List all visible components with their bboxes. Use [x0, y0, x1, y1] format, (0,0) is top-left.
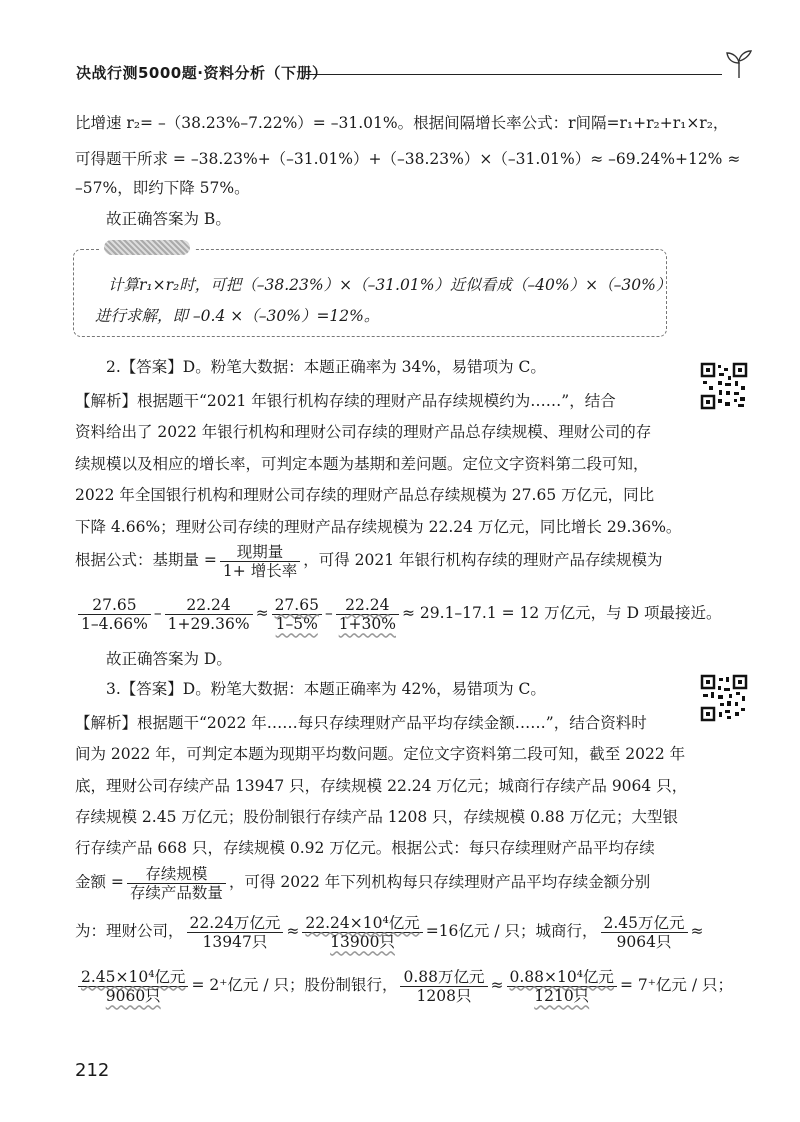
- fraction-numerator: 22.24: [336, 596, 399, 615]
- fraction: [78, 596, 151, 633]
- fraction: [272, 596, 322, 633]
- fraction-numerator: 22.24×10⁴亿元: [302, 914, 422, 933]
- fraction-denominator: 13900只: [330, 932, 395, 951]
- text-line: 【解析】根据题干“2021 年银行机构存续的理财产品存续规模约为……”，结合: [75, 392, 616, 410]
- fraction-denominator: 9060只: [105, 986, 161, 1005]
- calc-line: $\frac{27.65}{1-4.66\%}$ – $\frac{22.24}{1+29.36\%}$ ≈ $\frac{27.65}{1-5\%}$ – $\frac{22.24}{1+30\%}$ ≈ 29.1–17.1 = 12 万亿元，与 D 项最接近。: [75, 592, 721, 634]
- tip-text: 计算r₁×r₂时，可把（–38.23%）×（–31.01%）近似看成（–40%）×（–30%）: [108, 276, 672, 294]
- calc-text: = 7⁺亿元 / 只；: [619, 976, 733, 994]
- fraction-denominator: 1210只: [534, 986, 590, 1005]
- fraction: [127, 865, 226, 902]
- qr-code-icon: [700, 362, 748, 410]
- fraction-denominator: 1208只: [416, 986, 472, 1005]
- text-line: 可得题干所求 = –38.23%+（–31.01%）+（–38.23%）×（–31.01%）≈ –69.24%+12% ≈: [75, 150, 741, 168]
- sprout-icon: [722, 50, 756, 80]
- fraction: [302, 914, 422, 951]
- fraction-numerator: 27.65: [272, 596, 322, 615]
- answer-line: 故正确答案为 D。: [106, 650, 232, 668]
- formula-text: 根据公式：基期量 =: [75, 551, 217, 569]
- text-line: 间为 2022 年，可判定本题为现期平均数问题。定位文字资料第二段可知，截至 2022 年: [75, 745, 686, 763]
- fraction-denominator: 1–4.66%: [81, 614, 148, 633]
- formula-line: [75, 862, 650, 902]
- fraction-denominator: 1+ 增长率: [222, 561, 298, 580]
- fraction-numerator: 现期量: [220, 543, 300, 562]
- fraction-numerator: 2.45×10⁴亿元: [78, 968, 188, 987]
- fraction: [220, 543, 300, 580]
- fraction: [601, 914, 688, 951]
- fraction-numerator: 2.45万亿元: [601, 914, 688, 933]
- tip-text: 进行求解，即 –0.4 ×（–30%）=12%。: [95, 307, 380, 325]
- calc-line: $\frac{\text{2.45×10⁴亿元}}{\text{9060只}}$ = 2⁺亿元 / 只；股份制银行， $\frac{\text{0.88万亿元}}{\text{1208只}}$ ≈ $\frac{\text{0.88×10⁴亿元}}{\text{1210只}}$ = 7⁺亿元 / 只；: [75, 964, 733, 1006]
- answer-line: 故正确答案为 B。: [106, 210, 231, 228]
- fraction: [400, 968, 487, 1005]
- calc-line: 为：理财公司， $\frac{\text{22.24万亿元}}{\text{13947只}}$ ≈ $\frac{\text{22.24×10⁴亿元}}{\text{13900只}}$ =16亿元 / 只；城商行， $\frac{\text{2.45万亿元}}{\text{9064只}}$ ≈: [75, 913, 704, 951]
- question-3-answer: 3.【答案】D。粉笔大数据：本题正确率为 42%，易错项为 C。: [106, 680, 546, 698]
- fraction-denominator: 1–5%: [275, 614, 318, 633]
- calc-text: = 2⁺亿元 / 只；股份制银行，: [191, 976, 398, 994]
- running-header: 决战行测5000题·资料分析（下册）: [76, 64, 328, 82]
- tip-badge-icon: [100, 238, 194, 258]
- text-line: 存续规模 2.45 万亿元；股份制银行存续产品 1208 只，存续规模 0.88 万亿元；大型银: [75, 808, 679, 826]
- fraction: [507, 968, 617, 1005]
- fraction-denominator: 9064只: [616, 932, 672, 951]
- fraction-numerator: 22.24: [165, 596, 253, 615]
- header-rule: [306, 74, 722, 75]
- fraction-numerator: 27.65: [78, 596, 151, 615]
- text-line: 底，理财公司存续产品 13947 只，存续规模 22.24 万亿元；城商行存续产品 9064 只，: [75, 777, 688, 795]
- text-line: 【解析】根据题干“2022 年……每只存续理财产品平均存续金额……”，结合资料时: [75, 714, 647, 732]
- formula-text: ，可得 2021 年银行机构存续的理财产品存续规模为: [303, 551, 663, 569]
- formula-line: [75, 540, 663, 580]
- qr-code-icon: [700, 674, 748, 722]
- fraction-numerator: 22.24万亿元: [187, 914, 284, 933]
- fraction-denominator: 1+30%: [338, 614, 396, 633]
- calc-result: ≈ 29.1–17.1 = 12 万亿元，与 D 项最接近。: [402, 604, 722, 622]
- fraction-numerator: 0.88×10⁴亿元: [507, 968, 617, 987]
- text-line: 资料给出了 2022 年银行机构和理财公司存续的理财产品总存续规模、理财公司的存: [75, 423, 652, 441]
- question-2-answer: 2.【答案】D。粉笔大数据：本题正确率为 34%，易错项为 C。: [106, 358, 546, 376]
- fraction-numerator: 存续规模: [127, 865, 226, 884]
- calc-text: =16亿元 / 只；城商行，: [425, 922, 598, 940]
- fraction-numerator: 0.88万亿元: [400, 968, 487, 987]
- fraction-denominator: 13947只: [202, 932, 268, 951]
- calc-text: 为：理财公司，: [75, 922, 184, 940]
- fraction-denominator: 存续产品数量: [129, 883, 223, 902]
- text-line: 行存续产品 668 只，存续规模 0.92 万亿元。根据公式：每只存续理财产品平均存续: [75, 839, 655, 857]
- fraction: [78, 968, 188, 1005]
- text-line: 下降 4.66%；理财公司存续的理财产品存续规模为 22.24 万亿元，同比增长 29.36%。: [75, 518, 682, 536]
- fraction: [165, 596, 253, 633]
- text-line: 续规模以及相应的增长率，可判定本题为基期和差问题。定位文字资料第二段可知，: [75, 455, 649, 473]
- page-number: 212: [75, 1060, 110, 1081]
- text-line: 比增速 r₂= –（38.23%–7.22%）= –31.01%。根据间隔增长率公式：r间隔=r₁+r₂+r₁×r₂，: [75, 114, 729, 132]
- fraction: [336, 596, 399, 633]
- fraction-denominator: 1+29.36%: [167, 614, 250, 633]
- text-line: 2022 年全国银行机构和理财公司存续的理财产品总存续规模为 27.65 万亿元，同比: [75, 486, 655, 504]
- fraction: [187, 914, 284, 951]
- formula-text: ，可得 2022 年下列机构每只存续理财产品平均存续金额分别: [228, 873, 651, 891]
- text-line: –57%，即约下降 57%。: [75, 179, 250, 197]
- formula-text: 金额 =: [75, 873, 124, 891]
